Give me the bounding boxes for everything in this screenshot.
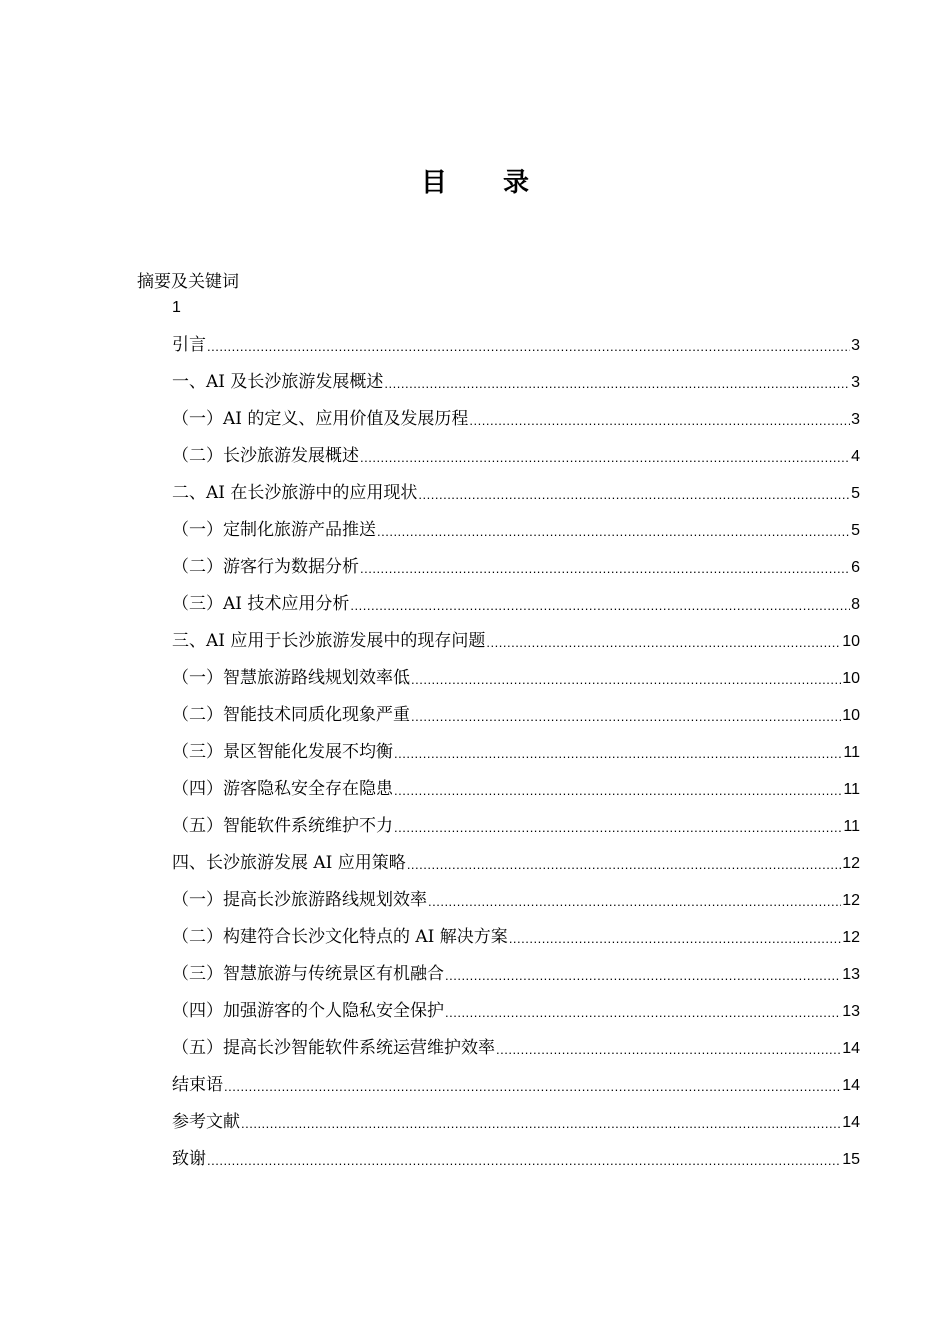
toc-entry-label: （一）定制化旅游产品推送 bbox=[172, 520, 376, 540]
toc-entry-label: （二）游客行为数据分析 bbox=[172, 557, 359, 577]
toc-leader-dots bbox=[360, 561, 850, 576]
toc-leader-dots bbox=[350, 598, 850, 613]
toc-leader-dots bbox=[384, 376, 850, 391]
toc-entry-page: 14 bbox=[842, 1114, 860, 1131]
toc-entry-page: 8 bbox=[851, 596, 860, 613]
toc-leader-dots bbox=[411, 709, 841, 724]
toc-entry-page: 13 bbox=[842, 1003, 860, 1020]
toc-entry-label: （一）智慧旅游路线规划效率低 bbox=[172, 668, 410, 688]
toc-leader-dots bbox=[411, 672, 841, 687]
toc-entry-label: （一）AI 的定义、应用价值及发展历程 bbox=[172, 409, 469, 429]
toc-entry-label: （一）提高长沙旅游路线规划效率 bbox=[172, 890, 427, 910]
toc-entry-page: 4 bbox=[851, 448, 860, 465]
toc-entry-label: （四）游客隐私安全存在隐患 bbox=[172, 779, 393, 799]
toc-entry-label: （五）智能软件系统维护不力 bbox=[172, 816, 393, 836]
toc-entry-label: 结束语 bbox=[172, 1075, 223, 1095]
toc-entry-page: 5 bbox=[851, 522, 860, 539]
toc-leader-dots bbox=[207, 1153, 841, 1168]
toc-entry[interactable] bbox=[172, 811, 860, 848]
toc-leader-dots bbox=[394, 746, 842, 761]
toc-entry[interactable] bbox=[172, 589, 860, 626]
toc-entry-page: 10 bbox=[842, 707, 860, 724]
toc-leader-dots bbox=[377, 524, 850, 539]
toc-leader-dots bbox=[394, 783, 842, 798]
toc-leader-dots bbox=[445, 968, 841, 983]
toc-entry-page: 3 bbox=[851, 374, 860, 391]
toc-entry[interactable] bbox=[172, 404, 860, 441]
toc-entry-page: 14 bbox=[842, 1077, 860, 1094]
toc-leader-dots bbox=[407, 857, 841, 872]
toc-leader-dots bbox=[469, 413, 850, 428]
toc-leader-dots bbox=[509, 931, 841, 946]
toc-entry[interactable] bbox=[172, 1070, 860, 1107]
title-char-1: 目 bbox=[420, 168, 447, 199]
toc-entry[interactable] bbox=[172, 774, 860, 811]
toc-leader-dots bbox=[445, 1005, 841, 1020]
toc-leader-dots bbox=[394, 820, 842, 835]
toc-entry-label: 引言 bbox=[172, 335, 206, 355]
toc-entry[interactable] bbox=[172, 737, 860, 774]
toc-entry[interactable] bbox=[172, 848, 860, 885]
toc-entry[interactable] bbox=[172, 700, 860, 737]
toc-entry[interactable] bbox=[172, 552, 860, 589]
toc-entry-page: 11 bbox=[843, 818, 860, 835]
toc-entry[interactable] bbox=[172, 1144, 860, 1181]
toc-entry[interactable] bbox=[172, 885, 860, 922]
toc-entry-page: 10 bbox=[842, 633, 860, 650]
toc-abstract-page: 1 bbox=[172, 299, 181, 316]
toc-entry-page: 6 bbox=[851, 559, 860, 576]
toc-entry-page: 5 bbox=[851, 485, 860, 502]
toc-entry-label: （三）AI 技术应用分析 bbox=[172, 594, 350, 614]
toc-entry-page: 10 bbox=[842, 670, 860, 687]
toc-entry-label: （二）构建符合长沙文化特点的 AI 解决方案 bbox=[172, 927, 508, 947]
toc-entry[interactable] bbox=[172, 626, 860, 663]
toc-leader-dots bbox=[360, 450, 850, 465]
toc-entry-page: 13 bbox=[842, 966, 860, 983]
toc-leader-dots bbox=[241, 1116, 841, 1131]
toc-entry-page: 3 bbox=[851, 337, 860, 354]
toc-leader-dots bbox=[486, 635, 841, 650]
toc-entry-page: 15 bbox=[842, 1151, 860, 1168]
toc-entry-label: 致谢 bbox=[172, 1149, 206, 1169]
toc-entry-page: 12 bbox=[842, 929, 860, 946]
toc-leader-dots bbox=[496, 1042, 841, 1057]
toc-entry[interactable] bbox=[172, 663, 860, 700]
toc-entry-page: 14 bbox=[842, 1040, 860, 1057]
toc-entry[interactable] bbox=[172, 478, 860, 515]
toc-leader-dots bbox=[207, 339, 850, 354]
toc-entry[interactable] bbox=[172, 330, 860, 367]
toc-entry-label: （二）长沙旅游发展概述 bbox=[172, 446, 359, 466]
toc-entry-label: 二、AI 在长沙旅游中的应用现状 bbox=[172, 483, 418, 503]
page-title bbox=[0, 162, 950, 199]
toc-leader-dots bbox=[428, 894, 841, 909]
toc-entry[interactable] bbox=[172, 367, 860, 404]
toc-entry-label: 参考文献 bbox=[172, 1112, 240, 1132]
toc-entry[interactable] bbox=[172, 922, 860, 959]
toc-entry[interactable] bbox=[172, 959, 860, 996]
toc-abstract-label[interactable]: 摘要及关键词 bbox=[137, 272, 239, 292]
toc-leader-dots bbox=[418, 487, 850, 502]
toc-entry-label: （四）加强游客的个人隐私安全保护 bbox=[172, 1001, 444, 1021]
toc-entry-page: 12 bbox=[842, 892, 860, 909]
toc-entry[interactable] bbox=[172, 1107, 860, 1144]
toc-entry-page: 12 bbox=[842, 855, 860, 872]
toc-entry[interactable] bbox=[172, 1033, 860, 1070]
toc-entry[interactable] bbox=[172, 441, 860, 478]
toc-entry[interactable] bbox=[172, 996, 860, 1033]
title-char-2: 录 bbox=[503, 168, 530, 199]
table-of-contents bbox=[172, 330, 860, 1181]
toc-leader-dots bbox=[224, 1079, 841, 1094]
toc-entry-page: 11 bbox=[843, 781, 860, 798]
toc-entry-label: 四、长沙旅游发展 AI 应用策略 bbox=[172, 853, 406, 873]
toc-entry-label: （二）智能技术同质化现象严重 bbox=[172, 705, 410, 725]
toc-entry-page: 3 bbox=[851, 411, 860, 428]
toc-entry-label: 一、AI 及长沙旅游发展概述 bbox=[172, 372, 384, 392]
toc-entry-label: 三、AI 应用于长沙旅游发展中的现存问题 bbox=[172, 631, 486, 651]
toc-entry-label: （三）智慧旅游与传统景区有机融合 bbox=[172, 964, 444, 984]
toc-entry-page: 11 bbox=[843, 744, 860, 761]
toc-entry-label: （三）景区智能化发展不均衡 bbox=[172, 742, 393, 762]
toc-entry-label: （五）提高长沙智能软件系统运营维护效率 bbox=[172, 1038, 495, 1058]
toc-entry[interactable] bbox=[172, 515, 860, 552]
